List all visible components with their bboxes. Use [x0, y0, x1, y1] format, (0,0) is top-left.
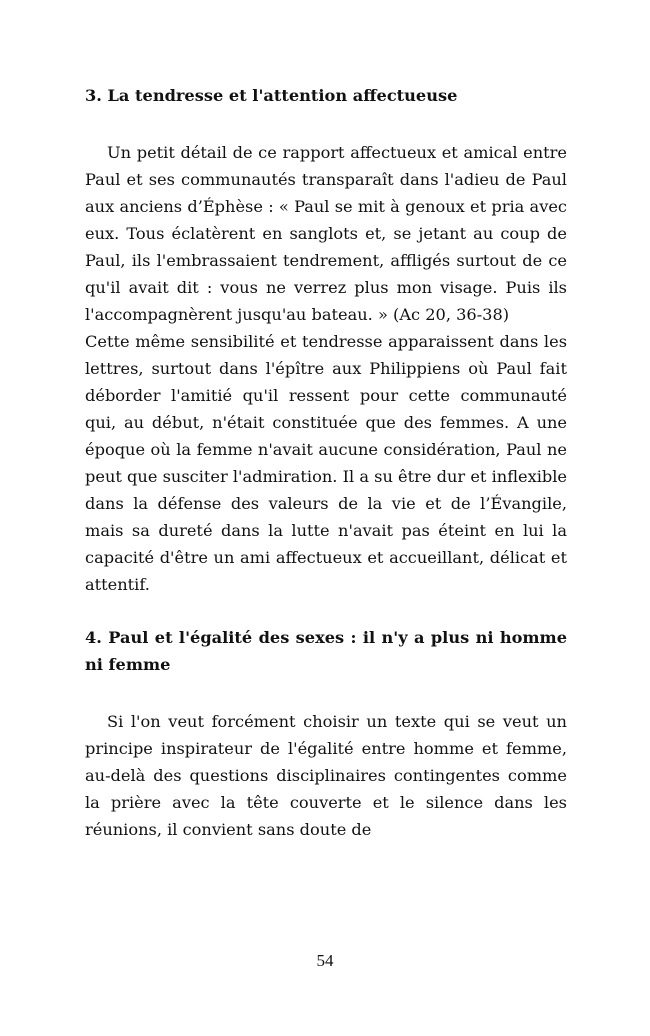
section-4-paragraph-1: Si l'on veut forcément choisir un texte qui se veut un principe inspirateur de l'égalité entre homme et femme, au-delà des questions disciplinaires contingentes comme la prière avec la tête couverte et le silence dans les réunions, il convient sans doute de — [85, 712, 567, 839]
section-3-heading: 3. La tendresse et l'attention affectueuse — [85, 86, 458, 105]
page-number: 54 — [316, 951, 334, 970]
page-body — [85, 82, 567, 843]
section-4-heading: 4. Paul et l'égalité des sexes : il n'y a plus ni homme ni femme — [85, 628, 567, 674]
section-3-paragraph-1: Un petit détail de ce rapport affectueux et amical entre Paul et ses communautés transparaît dans l'adieu de Paul aux anciens d’Éphèse : « Paul se mit à genoux et pria avec eux. Tous éclatèrent en sanglots et, se jetant au coup de Paul, ils l'embrassaient tendrement, affligés surtout de ce qu'il avait dit : vous ne verrez plus mon visage. Puis ils l'accompagnèrent jusqu'au bateau. » (Ac 20, 36-38) — [85, 143, 567, 324]
section-3-paragraph-2: Cette même sensibilité et tendresse apparaissent dans les lettres, surtout dans l'épître aux Philippiens où Paul fait déborder l'amitié qu'il ressent pour cette communauté qui, au début, n'était constituée que des femmes. A une époque où la femme n'avait aucune considération, Paul ne peut que susciter l'admiration. Il a su être dur et inflexible dans la défense des valeurs de la vie et de l’Évangile, mais sa dureté dans la lutte n'avait pas éteint en lui la capacité d'être un ami affectueux et accueillant, délicat et attentif. — [85, 332, 567, 594]
